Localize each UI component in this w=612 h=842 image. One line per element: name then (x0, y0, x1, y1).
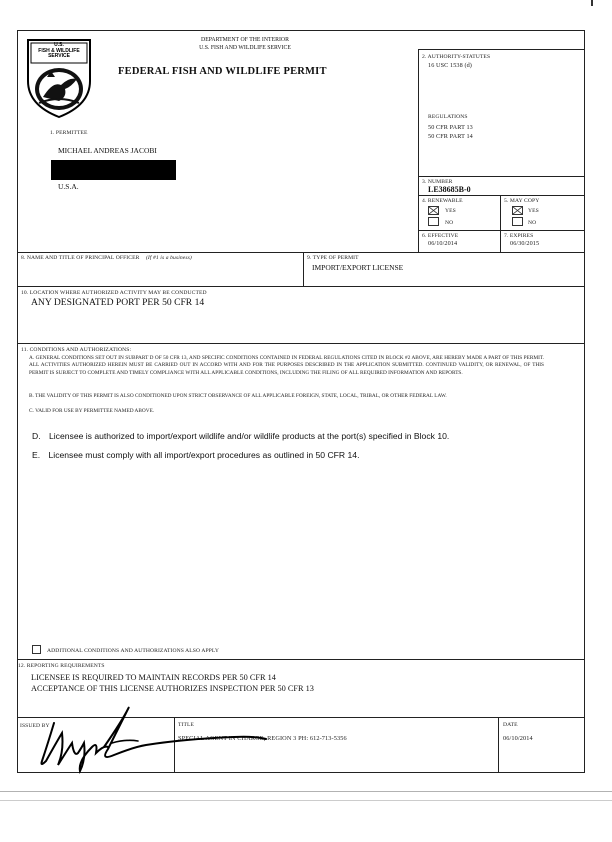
condition-e (32, 450, 359, 460)
permit-type-value: IMPORT/EXPORT LICENSE (312, 263, 404, 272)
renewable-divider (418, 195, 585, 196)
number-divider (418, 176, 585, 177)
redacted-address (51, 160, 176, 180)
condition-d (32, 431, 449, 441)
condition-d-text: Licensee is authorized to import/export wildlife and/or wildlife products at the port(s) specified in Block 10. (48, 431, 450, 441)
header-agency-block (150, 36, 340, 52)
department-name: DEPARTMENT OF THE INTERIOR (201, 37, 289, 43)
issued-date: 06/10/2014 (503, 735, 533, 742)
effective-date: 06/10/2014 (428, 240, 458, 247)
reporting-label: 12. REPORTING REQUIREMENTS (18, 663, 105, 669)
block-8-top (17, 252, 585, 253)
expires-label: 7. EXPIRES (504, 233, 534, 239)
condition-d-letter: D. (32, 431, 41, 441)
authority-label: 2. AUTHORITY-STATUTES (422, 54, 491, 60)
permit-number: LE38685B-0 (428, 185, 471, 194)
permittee-country: U.S.A. (58, 182, 79, 191)
title-date-divider (498, 717, 499, 773)
reporting-line-1: LICENSEE IS REQUIRED TO MAINTAIN RECORDS PER 50 CFR 14 (31, 673, 276, 682)
block-8-9-divider (303, 252, 304, 286)
condition-c: C. VALID FOR USE BY PERMITTEE NAMED ABOVE. (29, 408, 155, 414)
issued-by-label: ISSUED BY (20, 723, 50, 729)
may-copy-yes-label: YES (528, 208, 539, 214)
expires-date: 06/30/2015 (510, 240, 540, 247)
title-value: SPECIAL AGENT IN CHARGE, REGION 3 PH: 612-713-5356 (178, 735, 347, 742)
reporting-line-2: ACCEPTANCE OF THIS LICENSE AUTHORIZES INSPECTION PER 50 CFR 13 (31, 684, 314, 693)
permittee-name: MICHAEL ANDREAS JACOBI (58, 146, 157, 155)
may-copy-no-label: NO (528, 220, 537, 226)
date-label: DATE (503, 722, 518, 728)
block-12-top (17, 659, 585, 660)
permit-type-label: 9. TYPE OF PERMIT (307, 255, 359, 261)
condition-a: A. GENERAL CONDITIONS SET OUT IN SUBPART D OF 50 CFR 13, AND SPECIFIC CONDITIONS CONTAINED IN FEDERAL REGULATIONS CITED IN BLOCK #2 ABOVE, ARE HEREBY MADE A PART OF THIS PERMIT. ALL ACTIVITIES AUTHORIZED HEREIN MUST BE CARRIED OUT IN ACCORD WITH AND FOR THE PURPOSES DESCRIBED IN THE APPLICATION SUBMITTED. CONTINUED VALIDITY, OR RENEWAL, OF THIS PERMIT IS SUBJECT TO COMPLETE AND TIMELY COMPLIANCE WITH ALL APPLICABLE CONDITIONS, INCLUDING THE FILING OF ALL REQUIRED INFORMATION AND REPORTS. (29, 355, 544, 376)
regulation-2: 50 CFR PART 14 (428, 133, 473, 140)
renewable-yes-label: YES (445, 208, 456, 214)
renewable-no-checkbox[interactable] (428, 217, 439, 226)
condition-e-text: Licensee must comply with all import/export procedures as outlined in 50 CFR 14. (48, 450, 360, 460)
principal-officer-label (21, 255, 192, 261)
form-border-top (17, 30, 585, 31)
scan-line-1 (0, 791, 612, 792)
form-border-right (584, 30, 585, 773)
condition-e-letter: E. (32, 450, 41, 460)
additional-conditions-checkbox[interactable] (32, 645, 41, 654)
permit-title: FEDERAL FISH AND WILDLIFE PERMIT (118, 66, 327, 77)
authority-statute: 16 USC 1538 (d) (428, 62, 472, 69)
block-11-top (17, 343, 585, 344)
principal-officer-label-text: 8. NAME AND TITLE OF PRINCIPAL OFFICER (21, 255, 140, 261)
may-copy-label: 5. MAY COPY (504, 198, 540, 204)
check-x-icon (429, 207, 438, 214)
right-column-top (418, 49, 585, 50)
renewable-label: 4. RENEWABLE (422, 198, 463, 204)
renewable-no-label: NO (445, 220, 454, 226)
location-label: 10. LOCATION WHERE AUTHORIZED ACTIVITY MAY BE CONDUCTED (21, 290, 207, 296)
permittee-label: 1. PERMITTEE (50, 130, 88, 136)
renewable-yes-checkbox[interactable] (428, 206, 439, 215)
agency-name: U.S. FISH AND WILDLIFE SERVICE (199, 45, 291, 51)
may-copy-no-checkbox[interactable] (512, 217, 523, 226)
scan-line-2 (0, 800, 612, 801)
right-column-divider (418, 49, 419, 252)
may-copy-yes-checkbox[interactable] (512, 206, 523, 215)
number-label: 3. NUMBER (422, 179, 453, 185)
principal-officer-note: (If #1 is a business) (145, 255, 192, 261)
effective-divider (418, 230, 585, 231)
check-x-icon (513, 207, 522, 214)
additional-conditions-label: ADDITIONAL CONDITIONS AND AUTHORIZATIONS ALSO APPLY (47, 648, 219, 654)
regulation-1: 50 CFR PART 13 (428, 124, 473, 131)
block-10-top (17, 286, 585, 287)
form-border-left (17, 30, 18, 773)
effective-label: 6. EFFECTIVE (422, 233, 459, 239)
condition-b: B. THE VALIDITY OF THIS PERMIT IS ALSO CONDITIONED UPON STRICT OBSERVANCE OF ALL APPLICABLE FOREIGN, STATE, LOCAL, TRIBAL, OR OTHER FEDERAL LAW. (29, 393, 447, 399)
conditions-label: 11. CONDITIONS AND AUTHORIZATIONS: (21, 347, 132, 353)
scan-mark (591, 0, 593, 6)
signature (34, 703, 274, 775)
logo-lettering: U.S. FISH & WILDLIFE SERVICE (38, 42, 80, 60)
regulations-label: REGULATIONS (428, 114, 468, 120)
title-label: TITLE (178, 722, 195, 728)
renewable-copy-divider (500, 195, 501, 252)
fws-logo (25, 37, 93, 119)
location-value: ANY DESIGNATED PORT PER 50 CFR 14 (31, 297, 205, 308)
